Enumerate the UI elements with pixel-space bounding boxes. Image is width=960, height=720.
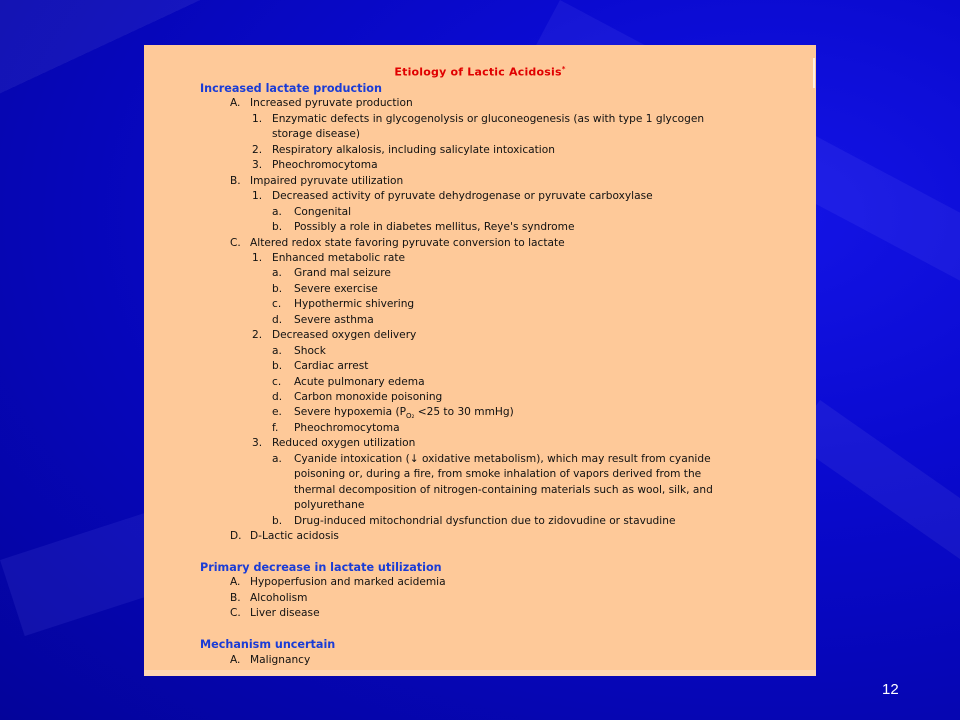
list-marker: A. xyxy=(230,576,241,589)
list-item-text: Grand mal seizure xyxy=(294,267,391,280)
list-marker: 1. xyxy=(252,190,263,203)
etiology-table-image xyxy=(144,45,816,676)
list-marker: 3. xyxy=(252,159,263,172)
list-item-text: Severe asthma xyxy=(294,313,374,326)
list-item-text: Mechanism uncertain xyxy=(200,638,336,652)
list-item xyxy=(294,266,391,282)
list-item xyxy=(294,498,364,514)
list-marker: a. xyxy=(272,267,282,280)
list-item-text: Increased lactate production xyxy=(200,82,382,95)
list-item xyxy=(294,205,351,221)
list-item-text: storage disease) xyxy=(272,128,360,141)
list-item-text: Carbon monoxide poisoning xyxy=(294,391,443,403)
list-marker: b. xyxy=(272,514,283,527)
list-item-text: Possibly a role in diabetes mellitus, Reye's syndrome xyxy=(294,221,575,234)
list-item-text: <25 to 30 mmHg) xyxy=(414,406,514,419)
list-item xyxy=(294,452,711,468)
list-marker: A. xyxy=(230,653,241,666)
list-item-text: thermal decomposition of nitrogen-containing materials such as wool, silk, and xyxy=(294,483,713,496)
list-marker: e. xyxy=(272,406,282,419)
list-item-text: Pheochromocytoma xyxy=(272,159,378,172)
list-marker: b. xyxy=(272,360,283,373)
section-heading xyxy=(200,81,382,97)
list-item-text: Drug-induced mitochondrial dysfunction due to zidovudine or stavudine xyxy=(294,514,676,527)
list-item-text: Pheochromocytoma xyxy=(294,421,400,434)
list-item-text: Hypoperfusion and marked acidemia xyxy=(250,576,446,589)
list-item-text: Severe hypoxemia (P xyxy=(294,406,407,419)
list-item-text: Enzymatic defects in glycogenolysis or gluconeogenesis (as with type 1 glycogen xyxy=(272,112,705,125)
list-item-text: Shock xyxy=(294,344,326,357)
list-item-text: Alcoholism xyxy=(250,591,308,604)
list-marker: b. xyxy=(272,221,283,234)
title-footnote-mark: * xyxy=(561,65,566,73)
list-item-text: D-Lactic acidosis xyxy=(250,530,339,543)
list-item-text: poisoning or, during a fire, from smoke inhalation of vapors derived from the xyxy=(294,468,702,481)
list-item xyxy=(272,127,360,143)
edge-mark xyxy=(813,58,820,88)
list-item-text: Increased pyruvate production xyxy=(250,97,413,110)
list-marker: 2. xyxy=(252,143,263,156)
list-marker: 3. xyxy=(252,437,263,450)
list-item xyxy=(294,390,442,406)
list-item-text: Altered redox state favoring pyruvate conversion to lactate xyxy=(250,236,565,249)
list-item xyxy=(272,112,704,128)
list-item xyxy=(294,313,374,329)
list-item-text: Primary decrease in lactate utilization xyxy=(200,560,442,574)
list-item-text: Decreased activity of pyruvate dehydrogenase or pyruvate carboxylase xyxy=(272,190,653,203)
list-item-text: Malignancy xyxy=(250,653,311,666)
list-item xyxy=(294,375,425,391)
list-item xyxy=(294,483,713,499)
list-item xyxy=(272,251,405,267)
slide-page-number: 12 xyxy=(882,681,899,698)
list-marker: 2. xyxy=(252,329,263,342)
list-item-text: Severe exercise xyxy=(294,282,378,295)
list-item xyxy=(272,189,653,205)
list-item xyxy=(250,606,320,622)
list-item-text: polyurethane xyxy=(294,499,365,512)
list-item xyxy=(272,436,415,452)
list-item-text: Congenital xyxy=(294,205,352,218)
list-marker: B. xyxy=(230,174,241,187)
list-item xyxy=(294,220,575,236)
list-item xyxy=(294,297,414,313)
list-item xyxy=(272,328,416,344)
list-marker: a. xyxy=(272,344,282,357)
list-item xyxy=(294,514,675,530)
section-heading xyxy=(200,560,442,576)
list-marker: A. xyxy=(230,97,241,110)
list-marker: c. xyxy=(272,375,282,388)
list-marker: d. xyxy=(272,391,283,403)
list-item xyxy=(250,236,565,252)
list-item-text: Acute pulmonary edema xyxy=(294,375,425,388)
list-marker: C. xyxy=(230,607,241,620)
list-item-text: Reduced oxygen utilization xyxy=(272,437,416,450)
list-item-text: Cardiac arrest xyxy=(294,360,369,373)
subscript: O₂ xyxy=(406,412,415,421)
list-marker: 1. xyxy=(252,112,263,125)
list-item-text: Impaired pyruvate utilization xyxy=(250,174,404,187)
background-streak xyxy=(791,400,960,613)
list-item xyxy=(294,359,368,375)
list-marker: C. xyxy=(230,236,241,249)
list-item-text: Hypothermic shivering xyxy=(294,298,415,311)
list-item xyxy=(272,143,555,159)
section-heading xyxy=(200,637,335,653)
table-title: Etiology of Lactic Acidosis* xyxy=(394,65,566,79)
list-marker: a. xyxy=(272,452,282,465)
list-item xyxy=(250,174,403,190)
list-item-text: Cyanide intoxication (↓ oxidative metabolism), which may result from cyanide xyxy=(294,452,711,465)
list-marker: f. xyxy=(272,421,279,434)
list-item xyxy=(294,467,701,483)
list-item-text: Decreased oxygen delivery xyxy=(272,329,417,342)
list-marker: D. xyxy=(230,530,242,543)
list-item xyxy=(294,282,378,298)
list-item xyxy=(250,529,339,545)
list-item xyxy=(294,421,400,437)
list-marker: d. xyxy=(272,313,283,326)
list-marker: a. xyxy=(272,205,282,218)
list-item-text: Liver disease xyxy=(250,607,320,620)
list-item xyxy=(272,158,378,174)
list-marker: 1. xyxy=(252,251,263,264)
list-item xyxy=(250,96,413,112)
list-marker: b. xyxy=(272,282,283,295)
list-item xyxy=(250,575,446,591)
list-item xyxy=(250,653,310,669)
list-marker: c. xyxy=(272,298,282,311)
list-item-text: Respiratory alkalosis, including salicylate intoxication xyxy=(272,143,555,156)
list-item-text: Enhanced metabolic rate xyxy=(272,251,406,264)
list-marker: B. xyxy=(230,591,241,604)
list-item xyxy=(250,591,307,607)
list-item xyxy=(294,344,326,360)
